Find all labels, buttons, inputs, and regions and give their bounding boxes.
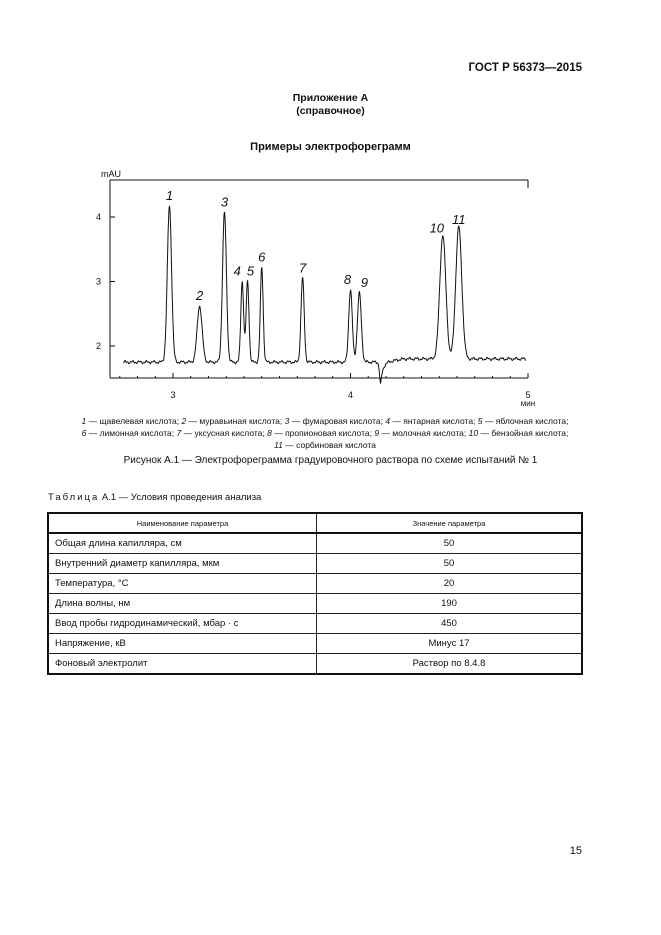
parameter-name: Общая длина капилляра, см bbox=[48, 533, 317, 554]
y-tick-label: 4 bbox=[95, 212, 101, 222]
table-header-value: Значение параметра bbox=[317, 513, 583, 533]
parameter-value: 50 bbox=[317, 533, 583, 554]
legend-number: 11 bbox=[274, 440, 283, 450]
legend-number: 4 bbox=[385, 416, 391, 426]
legend-line bbox=[40, 439, 610, 451]
legend-text: — муравьиная кислота; bbox=[186, 416, 285, 426]
electropherogram-chart bbox=[0, 160, 661, 415]
peak-label: 3 bbox=[220, 194, 229, 210]
peak-label: 8 bbox=[343, 271, 352, 287]
peak-label: 1 bbox=[165, 188, 174, 204]
standard-number: ГОСТ Р 56373—2015 bbox=[468, 62, 582, 74]
parameter-value: 190 bbox=[317, 594, 583, 614]
parameter-name: Фоновый электролит bbox=[48, 654, 317, 675]
table-row bbox=[48, 614, 582, 634]
table-row bbox=[48, 574, 582, 594]
peak-label: 7 bbox=[298, 260, 307, 276]
x-axis-label: мин bbox=[520, 399, 536, 408]
legend-number: 6 bbox=[81, 428, 87, 438]
parameter-value: 20 bbox=[317, 574, 583, 594]
x-tick-label: 4 bbox=[347, 390, 354, 400]
parameters-table bbox=[47, 512, 583, 675]
annex-subtitle: (справочное) bbox=[296, 105, 365, 117]
legend-number: 10 bbox=[468, 428, 479, 438]
peak-label: 11 bbox=[452, 211, 466, 227]
peak-label: 5 bbox=[246, 263, 255, 279]
legend-text: — молочная кислота; bbox=[379, 428, 469, 438]
table-row bbox=[48, 634, 582, 654]
table-caption-prefix: Таблица bbox=[48, 492, 100, 503]
peak-label: 6 bbox=[258, 249, 266, 265]
legend-text: — лимонная кислота; bbox=[86, 428, 177, 438]
y-tick-label: 3 bbox=[95, 276, 101, 287]
table-caption-rest: А.1 — Условия проведения анализа bbox=[99, 492, 262, 503]
annex-title: Приложение А bbox=[292, 92, 369, 104]
peak-label: 4 bbox=[233, 263, 241, 279]
page-number: 15 bbox=[569, 845, 582, 857]
table-caption bbox=[48, 492, 261, 503]
signal-trace bbox=[123, 206, 526, 383]
legend-number: 1 bbox=[81, 416, 87, 426]
peak-label: 10 bbox=[429, 220, 445, 236]
legend-number: 8 bbox=[267, 428, 272, 438]
legend-number: 3 bbox=[284, 416, 290, 426]
table-header-row bbox=[48, 513, 582, 533]
legend-text: — щавелевая кислота; bbox=[86, 416, 182, 426]
legend-text: — фумаровая кислота; bbox=[289, 416, 386, 426]
peak-label: 9 bbox=[360, 275, 368, 291]
parameter-name: Длина волны, нм bbox=[48, 594, 317, 614]
x-tick-label: 5 bbox=[525, 390, 531, 400]
legend-text: — уксусная кислота; bbox=[181, 428, 268, 438]
table-row bbox=[48, 533, 582, 554]
legend-text: — пропионовая кислота; bbox=[271, 428, 375, 438]
parameter-value: Минус 17 bbox=[317, 634, 583, 654]
x-tick-label: 3 bbox=[170, 390, 176, 400]
parameter-value: 50 bbox=[317, 554, 583, 574]
parameter-value: 450 bbox=[317, 614, 583, 634]
y-tick-label: 2 bbox=[95, 341, 101, 351]
parameter-name: Ввод пробы гидродинамический, мбар · с bbox=[48, 614, 317, 634]
legend-number: 7 bbox=[176, 428, 182, 438]
legend-text: — бензойная кислота; bbox=[478, 428, 569, 438]
table-row bbox=[48, 594, 582, 614]
legend-line bbox=[40, 427, 610, 439]
legend-number: 2 bbox=[181, 416, 187, 426]
parameter-name: Напряжение, кВ bbox=[48, 634, 317, 654]
legend-number: 9 bbox=[374, 428, 380, 438]
table-row bbox=[48, 654, 582, 675]
y-axis-label: mAU bbox=[101, 169, 121, 179]
peak-label: 2 bbox=[196, 288, 204, 304]
parameter-value: Раствор по 8.4.8 bbox=[317, 654, 583, 675]
parameter-name: Температура, °С bbox=[48, 574, 317, 594]
table-row bbox=[48, 554, 582, 574]
legend-number: 5 bbox=[477, 416, 483, 426]
figure-heading: Примеры электрофореграмм bbox=[250, 141, 411, 153]
parameter-name: Внутренний диаметр капилляра, мкм bbox=[48, 554, 317, 574]
figure-caption: Рисунок А.1 — Электрофореграмма градуировочного раствора по схеме испытаний № 1 bbox=[123, 455, 538, 466]
table-header-parameter: Наименование параметра bbox=[48, 513, 317, 533]
legend-text: — сорбиновая кислота bbox=[282, 440, 376, 450]
figure-legend bbox=[40, 415, 610, 451]
legend-text: — яблочная кислота; bbox=[482, 416, 569, 426]
legend-line bbox=[40, 415, 610, 427]
legend-text: — янтарная кислота; bbox=[390, 416, 478, 426]
